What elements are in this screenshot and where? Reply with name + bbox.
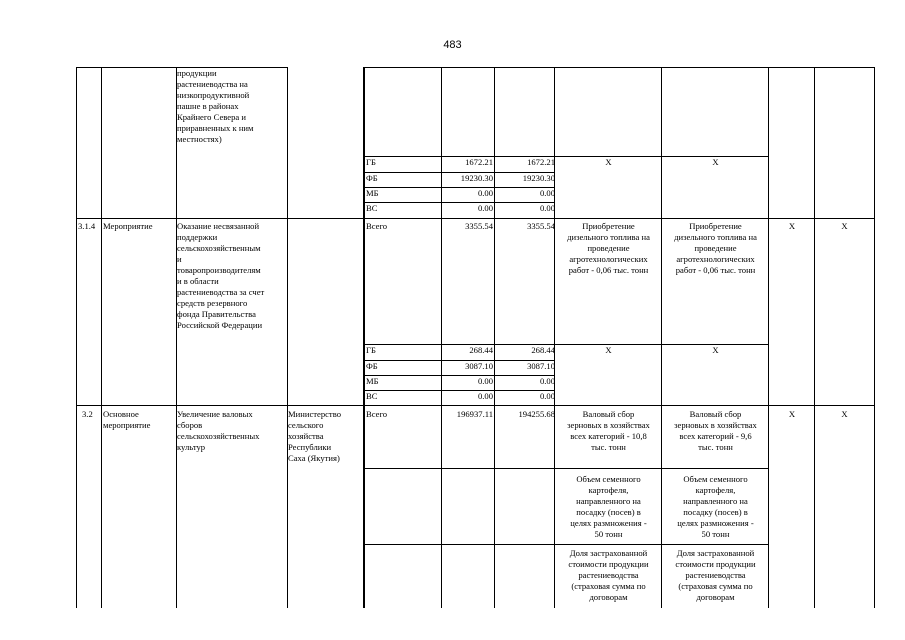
table-rule: [363, 468, 769, 469]
row-description: Оказание несвязанной поддержки сельскохозяйственным и товаропроизводителям и в области растениеводства за счет средств резервного фонда Правительства Российской Федерации: [177, 221, 265, 330]
fact-value: 0.00: [539, 391, 555, 401]
total-label: Всего: [366, 221, 388, 231]
fact-value: 19230.30: [522, 173, 555, 183]
table-rule: [76, 67, 77, 608]
plan-value: 3087.10: [465, 361, 493, 371]
source-label: ГБ: [366, 345, 376, 355]
fact-total: 3355.54: [527, 221, 555, 231]
planned-result: Валовый сбор зерновых в хозяйствах всех категорий - 10,8 тыс. тонн: [567, 409, 650, 452]
actual-result: Валовый сбор зерновых в хозяйствах всех категорий - 9,6 тыс. тонн: [674, 409, 757, 452]
table-rule: [364, 67, 365, 608]
plan-value: 0.00: [477, 376, 493, 386]
source-label: ФБ: [366, 173, 378, 183]
executor: Министерство сельского хозяйства Республики Саха (Якутия): [288, 409, 341, 463]
plan-total: 196937.11: [456, 409, 493, 419]
table-rule: [101, 67, 102, 608]
table-rule: [814, 67, 815, 608]
plan-value: 0.00: [477, 188, 493, 198]
fact-value: 0.00: [539, 203, 555, 213]
fact-value: 1672.21: [527, 157, 555, 167]
mark-x: X: [841, 409, 848, 419]
table-rule: [363, 67, 875, 68]
source-label: МБ: [366, 376, 379, 386]
source-label: ВС: [366, 391, 378, 401]
plan-value: 0.00: [477, 203, 493, 213]
fact-value: 268.44: [531, 345, 555, 355]
table-rule: [874, 67, 875, 608]
planned-result: Доля застрахованной стоимости продукции растениеводства (страховая сумма по договорам: [568, 548, 649, 602]
table-rule: [76, 405, 875, 406]
planned-result: Приобретение дизельного топлива на проведение агротехнологических работ - 0,06 тыс. тонн: [567, 221, 650, 275]
table-rule: [76, 218, 875, 219]
row-number: 3.1.4: [78, 221, 96, 231]
source-label: ВС: [366, 203, 378, 213]
result-x: X: [712, 345, 719, 355]
plan-value: 1672.21: [465, 157, 493, 167]
total-label: Всего: [366, 409, 388, 419]
table-rule: [441, 67, 442, 608]
plan-value: 268.44: [469, 345, 493, 355]
result-x: X: [605, 157, 612, 167]
row-number: 3.2: [82, 409, 93, 419]
mark-x: X: [788, 221, 796, 231]
result-x: X: [712, 157, 719, 167]
plan-value: 19230.30: [460, 173, 493, 183]
page-number: 483: [443, 39, 462, 51]
source-label: ФБ: [366, 361, 378, 371]
actual-result: Приобретение дизельного топлива на проведение агротехнологических работ - 0,06 тыс. тонн: [674, 221, 757, 275]
row-type: Основное мероприятие: [103, 409, 151, 430]
mark-x: X: [788, 409, 796, 419]
plan-value: 0.00: [477, 391, 493, 401]
table-rule: [176, 67, 177, 608]
table-rule: [494, 67, 495, 608]
row-description: Увеличение валовых сборов сельскохозяйственных культур: [177, 409, 260, 452]
actual-result: Объем семенного картофеля, направленного на посадку (посев) в целях размножения - 50 тонн: [677, 474, 754, 539]
fact-total: 194255.68: [518, 409, 555, 419]
fact-value: 0.00: [539, 188, 555, 198]
source-label: ГБ: [366, 157, 376, 167]
table-rule: [287, 67, 288, 608]
mark-x: X: [841, 221, 848, 231]
continued-description: продукции растениеводства на низкопродуктивной пашне в районах Крайнего Севера и приравненных к ним местностях): [177, 68, 254, 144]
fact-value: 3087.10: [527, 361, 555, 371]
fact-value: 0.00: [539, 376, 555, 386]
result-x: X: [605, 345, 612, 355]
source-label: МБ: [366, 188, 379, 198]
plan-total: 3355.54: [465, 221, 493, 231]
table-rule: [363, 544, 769, 545]
row-type: Мероприятие: [103, 221, 153, 231]
planned-result: Объем семенного картофеля, направленного на посадку (посев) в целях размножения - 50 тонн: [570, 474, 647, 539]
actual-result: Доля застрахованной стоимости продукции растениеводства (страховая сумма по договорам: [675, 548, 756, 602]
